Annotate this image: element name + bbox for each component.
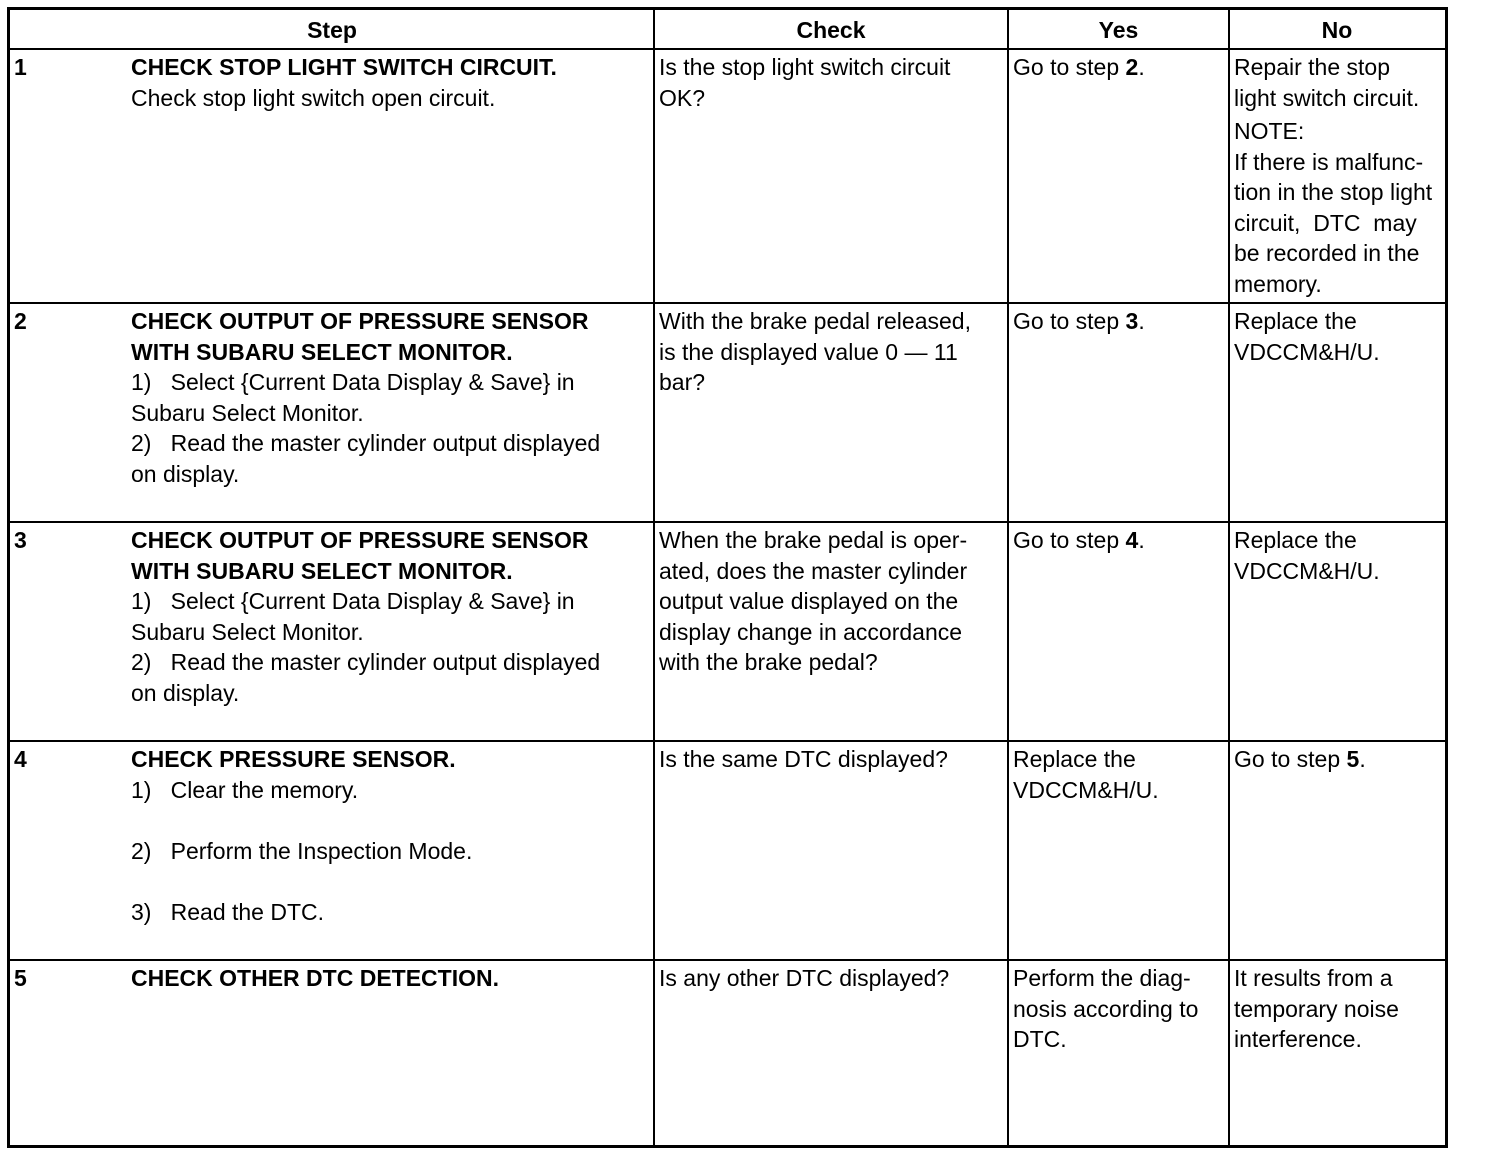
yes-line: Replace the bbox=[1013, 746, 1136, 772]
yes-cell bbox=[1013, 525, 1223, 556]
check-line: When the brake pedal is oper- bbox=[659, 527, 968, 553]
check-line: OK? bbox=[659, 84, 706, 111]
step-line: 2) Read the master cylinder output displayed bbox=[131, 430, 601, 456]
note-line: tion in the stop light bbox=[1234, 179, 1433, 205]
yes-tail: . bbox=[1138, 308, 1145, 334]
no-cell bbox=[1234, 963, 1443, 1055]
check-line: Is any other DTC displayed? bbox=[659, 965, 950, 991]
yes-cell bbox=[1013, 744, 1223, 805]
step-description bbox=[131, 744, 646, 927]
step-line: Subaru Select Monitor. bbox=[131, 399, 364, 426]
step-title: CHECK PRESSURE SENSOR. bbox=[131, 746, 456, 772]
check-cell bbox=[659, 744, 1001, 775]
step-description bbox=[131, 525, 646, 708]
step-line: 1) Select {Current Data Display & Save} in bbox=[131, 369, 575, 395]
yes-step-ref: 3 bbox=[1125, 308, 1139, 334]
no-step-ref: 5 bbox=[1346, 746, 1360, 772]
step-title: WITH SUBARU SELECT MONITOR. bbox=[131, 557, 513, 584]
step-title: WITH SUBARU SELECT MONITOR. bbox=[131, 338, 513, 365]
no-line: Replace the bbox=[1234, 308, 1357, 334]
no-line: Replace the bbox=[1234, 527, 1357, 553]
row-divider bbox=[10, 740, 1445, 742]
no-cell bbox=[1234, 306, 1443, 367]
check-line: ated, does the master cylinder bbox=[659, 557, 968, 584]
header-step: Step bbox=[10, 10, 654, 50]
check-line: is the displayed value 0 — 11 bbox=[659, 338, 958, 365]
spacer bbox=[131, 805, 646, 836]
no-cell bbox=[1234, 52, 1443, 299]
check-line: With the brake pedal released, bbox=[659, 308, 971, 334]
row-divider bbox=[10, 959, 1445, 961]
column-divider bbox=[1228, 10, 1230, 1145]
no-text: Go to step bbox=[1234, 746, 1347, 772]
step-title: CHECK OUTPUT OF PRESSURE SENSOR bbox=[131, 527, 589, 553]
column-divider bbox=[653, 10, 655, 1145]
step-line: on display. bbox=[131, 460, 240, 487]
yes-step-ref: 4 bbox=[1125, 527, 1139, 553]
yes-line: VDCCM&H/U. bbox=[1013, 776, 1159, 803]
column-divider bbox=[1007, 10, 1009, 1145]
yes-cell bbox=[1013, 52, 1223, 83]
step-line: 2) Perform the Inspection Mode. bbox=[131, 837, 473, 864]
step-line: 3) Read the DTC. bbox=[131, 898, 325, 925]
diagnostic-table bbox=[7, 7, 1448, 1148]
step-line: Subaru Select Monitor. bbox=[131, 618, 364, 645]
no-line: interference. bbox=[1234, 1026, 1362, 1052]
step-line: 1) Clear the memory. bbox=[131, 776, 359, 803]
step-title: CHECK STOP LIGHT SWITCH CIRCUIT. bbox=[131, 54, 557, 80]
no-cell bbox=[1234, 525, 1443, 586]
yes-tail: . bbox=[1138, 527, 1145, 553]
step-number: 5 bbox=[14, 965, 27, 991]
step-number: 2 bbox=[14, 308, 27, 334]
yes-text: Go to step bbox=[1013, 527, 1126, 553]
step-line: 1) Select {Current Data Display & Save} in bbox=[131, 588, 575, 614]
step-line: 2) Read the master cylinder output displayed bbox=[131, 649, 601, 675]
no-line: Repair the stop bbox=[1234, 54, 1390, 80]
spacer bbox=[131, 866, 646, 897]
check-cell bbox=[659, 525, 1001, 678]
note-line: be recorded in the bbox=[1234, 240, 1420, 266]
step-line: Check stop light switch open circuit. bbox=[131, 84, 496, 111]
step-title: CHECK OUTPUT OF PRESSURE SENSOR bbox=[131, 308, 589, 334]
header-yes: Yes bbox=[1008, 10, 1229, 50]
step-line: on display. bbox=[131, 679, 240, 706]
check-line: output value displayed on the bbox=[659, 588, 959, 614]
no-line: It results from a bbox=[1234, 965, 1393, 991]
no-line: light switch circuit. bbox=[1234, 84, 1420, 111]
step-number: 3 bbox=[14, 527, 27, 553]
no-line: VDCCM&H/U. bbox=[1234, 338, 1380, 365]
note-label: NOTE: bbox=[1234, 118, 1305, 144]
step-description bbox=[131, 52, 646, 113]
yes-line: Perform the diag- bbox=[1013, 965, 1191, 991]
note-line: memory. bbox=[1234, 270, 1322, 297]
check-line: display change in accordance bbox=[659, 618, 963, 645]
no-cell bbox=[1234, 744, 1443, 775]
yes-line: nosis according to bbox=[1013, 995, 1199, 1022]
check-cell bbox=[659, 52, 1001, 113]
yes-cell bbox=[1013, 963, 1223, 1055]
step-description bbox=[131, 963, 646, 994]
check-line: with the brake pedal? bbox=[659, 649, 878, 675]
no-line: temporary noise bbox=[1234, 995, 1399, 1022]
step-number: 1 bbox=[14, 54, 27, 80]
step-number: 4 bbox=[14, 746, 27, 772]
yes-step-ref: 2 bbox=[1125, 54, 1139, 80]
header-check: Check bbox=[654, 10, 1008, 50]
check-line: bar? bbox=[659, 369, 706, 395]
yes-line: DTC. bbox=[1013, 1026, 1067, 1052]
note-line: If there is malfunc- bbox=[1234, 148, 1424, 175]
yes-tail: . bbox=[1138, 54, 1145, 80]
row-divider bbox=[10, 521, 1445, 523]
header-no: No bbox=[1229, 10, 1445, 50]
check-cell bbox=[659, 963, 1001, 994]
yes-text: Go to step bbox=[1013, 54, 1126, 80]
yes-text: Go to step bbox=[1013, 308, 1126, 334]
yes-cell bbox=[1013, 306, 1223, 337]
note-line: circuit, DTC may bbox=[1234, 209, 1417, 236]
check-line: Is the same DTC displayed? bbox=[659, 746, 948, 772]
row-divider bbox=[10, 302, 1445, 304]
check-cell bbox=[659, 306, 1001, 398]
no-tail: . bbox=[1359, 746, 1366, 772]
check-line: Is the stop light switch circuit bbox=[659, 54, 951, 80]
step-description bbox=[131, 306, 646, 489]
step-title: CHECK OTHER DTC DETECTION. bbox=[131, 965, 499, 991]
no-line: VDCCM&H/U. bbox=[1234, 557, 1380, 584]
